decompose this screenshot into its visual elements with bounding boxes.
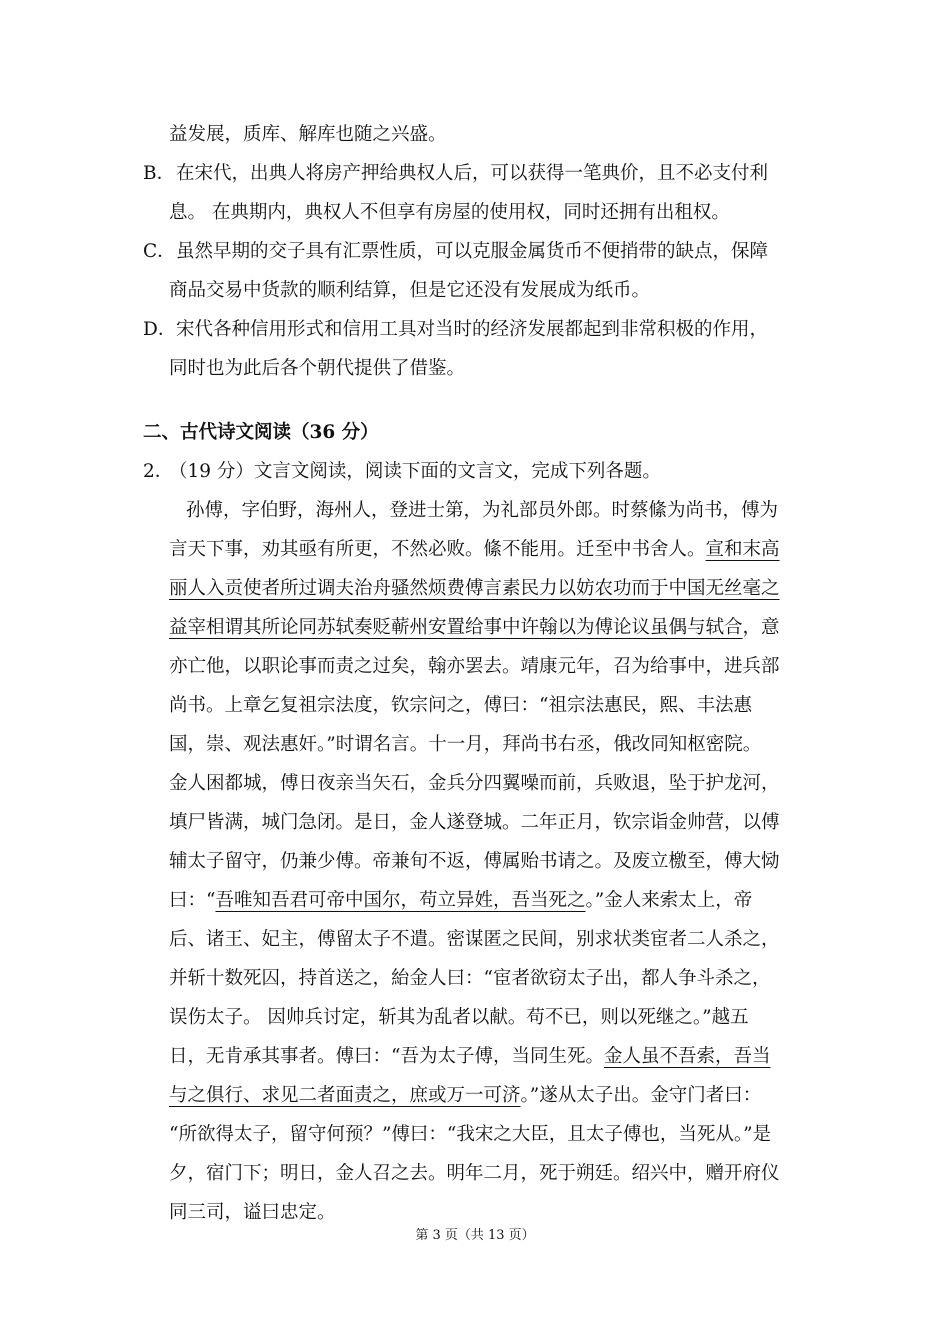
passage-line-8: 金人困都城，傅日夜亲当矢石，金兵分四翼噪而前，兵败退，坠于护龙河，: [169, 773, 780, 794]
option-d-line1: 宋代各种信用形式和信用工具对当时的经济发展都起到非常积极的作用，: [176, 319, 769, 340]
page-footer: 第 3 页（共 13 页）: [415, 1228, 535, 1243]
underlined-sentence: 金人虽不吾索，吾当: [603, 1046, 771, 1067]
passage-line-5: 亦亡他，以职论事而责之过矣，翰亦罢去。靖康元年，召为给事中，进兵部: [169, 656, 780, 677]
passage-line-9: 填尸皆满，城门急闭。是日，金人遂登城。二年正月，钦宗诣金帅营，以傅: [169, 812, 780, 833]
passage-text: 曰：“: [169, 890, 216, 911]
option-b-line1: 在宋代，出典人将房产押给典权人后，可以获得一笔典价，且不必支付利: [176, 163, 769, 184]
passage-line-3-underlined: 丽人入贡使者所过调夫治舟骚然烦费傅言素民力以妨农功而于中国无丝毫之: [169, 578, 780, 599]
passage-line-4: [169, 617, 780, 639]
passage-line-7: 国，崇、观法惠奸。”时谓名言。十一月，拜尚书右丞，俄改同知枢密院。: [169, 734, 762, 755]
passage-line-11: [169, 890, 752, 912]
passage-line-14: 误伤太子。 因帅兵讨定，斩其为乱者以献。苟不已，则以死继之。”越五: [169, 1007, 749, 1028]
option-d-line2: 同时也为此后各个朝代提供了借鉴。: [169, 358, 466, 379]
option-b-line2: 息。 在典期内，典权人不但享有房屋的使用权，同时还拥有出租权。: [169, 202, 730, 223]
passage-text: 日，无肯承其事者。傅曰：“吾为太子傅，当同生死。: [169, 1046, 604, 1067]
passage-line-13: 并斩十数死囚，持首送之，紿金人曰：“宦者欲窃太子出，都人争斗杀之，: [169, 968, 771, 989]
question-prompt: （19 分）文言文阅读，阅读下面的文言文，完成下列各题。: [169, 461, 661, 482]
underlined-sentence: 益宰相谓其所论同苏轼奏贬蕲州安置给事中许翰以为傅论议虽偶与轼合: [169, 617, 743, 638]
passage-text: 言天下事，劝其亟有所更，不然必败。絛不能用。迁至中书舍人。: [169, 539, 706, 560]
passage-line-17: “所欲得太子，留守何预？”傅曰：“我宋之大臣，且太子傅也，当死从。”是: [169, 1124, 772, 1145]
passage-line-15: [169, 1046, 770, 1068]
passage-text: ，意: [742, 617, 780, 638]
passage-line-2: [169, 539, 780, 561]
option-c-line2: 商品交易中货款的顺利结算，但是它还没有发展成为纸币。: [169, 280, 651, 301]
section-title: 二、古代诗文阅读（36 分）: [143, 422, 379, 443]
passage-line-10: 辅太子留守，仍兼少傅。帝兼旬不返，傅属贻书请之。及废立檄至，傅大恸: [169, 851, 780, 872]
option-b-label: B．: [143, 163, 176, 184]
option-d-label: D．: [143, 319, 177, 340]
underlined-sentence: 吾唯知吾君可帝中国尔，苟立异姓，吾当死之: [215, 890, 586, 911]
underlined-sentence: 与之俱行、求见二者面责之，庶或万一可济: [169, 1085, 521, 1106]
option-c-label: C．: [143, 241, 176, 262]
passage-line-1: 孙傅，字伯野，海州人，登进士第，为礼部员外郎。时蔡絛为尚书，傅为: [186, 500, 779, 521]
question-number: 2．: [143, 461, 174, 482]
passage-line-18: 夕，宿门下；明日，金人召之去。明年二月，死于朔廷。绍兴中，赠开府仪: [169, 1163, 780, 1184]
underlined-sentence: 宣和末高: [705, 539, 780, 560]
passage-line-12: 后、诸王、妃主，傅留太子不遣。密谋匿之民间，别求状类宦者二人杀之，: [169, 929, 780, 950]
passage-text: 。”金人来索太上，帝: [585, 890, 753, 911]
passage-line-19: 同三司，谥曰忠定。: [169, 1202, 336, 1223]
option-a-continued: 益发展，质库、解库也随之兴盛。: [169, 124, 447, 145]
passage-line-6: 尚书。上章乞复祖宗法度，钦宗问之，傅曰：“祖宗法惠民，熙、丰法惠: [169, 695, 752, 716]
passage-line-16: [169, 1085, 761, 1107]
option-c-line1: 虽然早期的交子具有汇票性质，可以克服金属货币不便捎带的缺点，保障: [176, 241, 769, 262]
passage-text: 。”遂从太子出。金守门者曰：: [520, 1085, 762, 1106]
